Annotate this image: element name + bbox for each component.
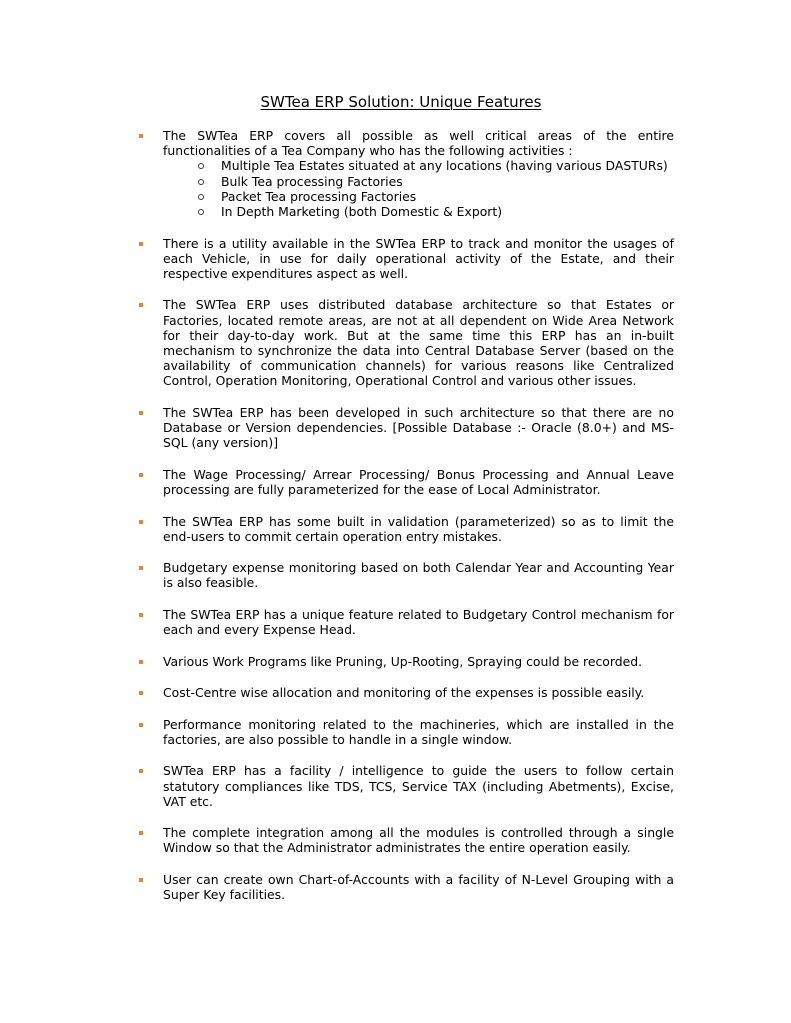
square-bullet-icon: [139, 831, 143, 835]
square-bullet-icon: [139, 769, 143, 773]
list-item: [0, 405, 674, 451]
feature-text: Various Work Programs like Pruning, Up-Rooting, Spraying could be recorded.: [163, 653, 643, 669]
list-item: [0, 654, 674, 669]
page-title: SWTea ERP Solution: Unique Features: [260, 93, 542, 111]
feature-text: SWTea ERP has a facility / intelligence to guide the users to follow certain statutory compliances like TDS, TCS, Service TAX (including Abetments), Excise, VAT etc.: [163, 763, 674, 809]
square-bullet-icon: [139, 520, 143, 524]
feature-text: The SWTea ERP has some built in validation (parameterized) so as to limit the end-users to commit certain operation entry mistakes.: [163, 513, 674, 544]
list-item: [0, 825, 674, 855]
sub-list-item: [163, 189, 674, 204]
list-item: [0, 236, 674, 282]
feature-text: Performance monitoring related to the machineries, which are installed in the factories, are also possible to handle in a single window.: [163, 716, 674, 747]
square-bullet-icon: [139, 566, 143, 570]
sub-list-item: [163, 204, 674, 219]
list-item: [0, 685, 674, 700]
list-item: [0, 872, 674, 902]
square-bullet-icon: [139, 134, 143, 138]
list-item: [0, 560, 674, 590]
list-item: [0, 607, 674, 637]
feature-text: There is a utility available in the SWTea ERP to track and monitor the usages of each Vehicle, in use for daily operational activity of the Estate, and their respective expenditures aspect as well.: [163, 235, 674, 281]
circle-bullet-icon: [198, 179, 204, 185]
square-bullet-icon: [139, 303, 143, 307]
feature-text: The SWTea ERP covers all possible as well critical areas of the entire functionalities of a Tea Company who has the following activities :: [163, 128, 674, 159]
feature-text: The Wage Processing/ Arrear Processing/ Bonus Processing and Annual Leave processing are fully parameterized for the ease of Local Administrator.: [163, 466, 674, 498]
sub-item-text: Packet Tea processing Factories: [221, 188, 417, 204]
activity-sublist: [163, 158, 674, 219]
list-item: [0, 297, 674, 388]
sub-list-item: [163, 158, 674, 173]
feature-text: The SWTea ERP has been developed in such architecture so that there are no Database or Version dependencies. [Possible Database :- Oracle (8.0+) and MS-SQL (any version)]: [163, 404, 674, 451]
square-bullet-icon: [139, 242, 143, 246]
list-item: [0, 717, 674, 747]
square-bullet-icon: [139, 878, 143, 882]
circle-bullet-icon: [198, 209, 204, 215]
square-bullet-icon: [139, 411, 143, 415]
square-bullet-icon: [139, 473, 143, 477]
square-bullet-icon: [139, 691, 143, 695]
feature-list: [0, 128, 791, 919]
feature-text: The SWTea ERP uses distributed database architecture so that Estates or Factories, located remote areas, are not at all dependent on Wide Area Network for their day-to-day work. But at the same time this ERP has an in-built mechanism to synchronize the data into Central Database Server (based on the availability of communication channels) for various reasons like Centralized Control, Operation Monitoring, Operational Control and various other issues.: [163, 297, 674, 389]
sub-list-item: [163, 174, 674, 189]
list-item: [0, 514, 674, 544]
square-bullet-icon: [139, 660, 143, 664]
list-item: [0, 763, 674, 809]
feature-text: The complete integration among all the modules is controlled through a single Window so that the Administrator administrates the entire operation easily.: [163, 825, 674, 856]
list-item: [0, 128, 674, 219]
list-item: [0, 467, 674, 497]
circle-bullet-icon: [198, 163, 204, 169]
sub-item-text: Bulk Tea processing Factories: [221, 173, 403, 189]
circle-bullet-icon: [198, 194, 204, 200]
square-bullet-icon: [139, 723, 143, 727]
feature-text: The SWTea ERP has a unique feature related to Budgetary Control mechanism for each and every Expense Head.: [163, 606, 674, 638]
sub-item-text: Multiple Tea Estates situated at any locations (having various DASTURs): [221, 158, 668, 174]
sub-item-text: In Depth Marketing (both Domestic & Export): [221, 204, 503, 220]
square-bullet-icon: [139, 613, 143, 617]
feature-text: Cost-Centre wise allocation and monitoring of the expenses is possible easily.: [163, 685, 645, 701]
feature-text: User can create own Chart-of-Accounts with a facility of N-Level Grouping with a Super Key facilities.: [163, 871, 674, 903]
feature-text: Budgetary expense monitoring based on both Calendar Year and Accounting Year is also feasible.: [163, 560, 674, 591]
